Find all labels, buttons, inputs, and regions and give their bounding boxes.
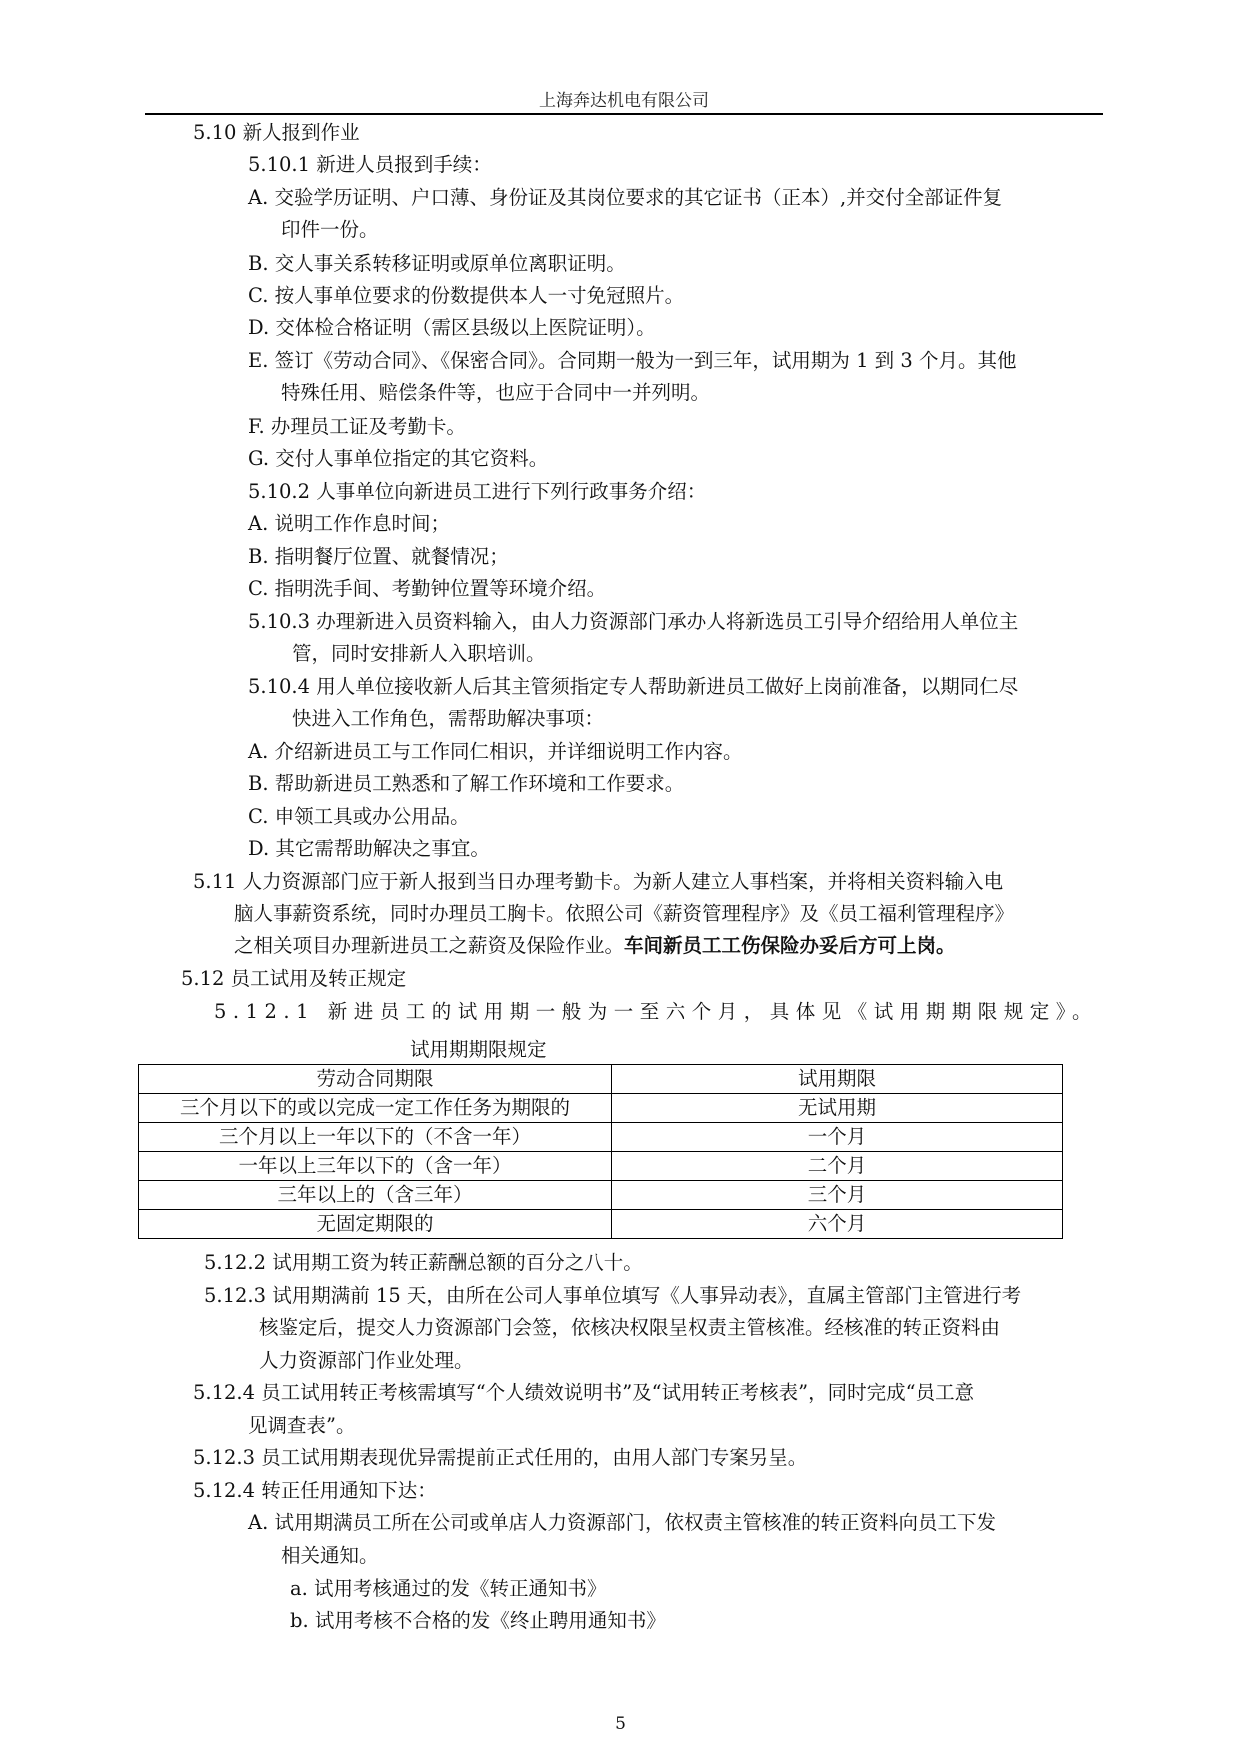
- table-cell: 一个月: [612, 1123, 1063, 1152]
- section-5-10-1-heading: 5.10.1 新进人员报到手续：: [248, 153, 492, 176]
- header-rule: [145, 113, 1103, 115]
- section-5-12-4-text: 5.12.4 员工试用转正考核需填写“个人绩效说明书”及“试用转正考核表”，同时完成“员工意: [193, 1381, 975, 1404]
- table-cell: 三个月以下的或以完成一定工作任务为期限的: [139, 1094, 612, 1123]
- section-5-11-continued: [234, 934, 956, 958]
- sub-list-item: a. 试用考核通过的发《转正通知书》: [290, 1577, 607, 1600]
- table-header-cell: 劳动合同期限: [139, 1065, 612, 1094]
- table-cell: 三年以上的（含三年）: [139, 1181, 612, 1210]
- section-5-12-4-continued: 见调查表”。: [248, 1414, 356, 1437]
- section-5-12-3-continued: 人力资源部门作业处理。: [259, 1349, 474, 1372]
- section-5-11-continued: 脑人事薪资系统，同时办理员工胸卡。依照公司《薪资管理程序》及《员工福利管理程序》: [234, 902, 1015, 925]
- table-row: [139, 1181, 1063, 1210]
- sub-list-item: b. 试用考核不合格的发《终止聘用通知书》: [290, 1609, 666, 1632]
- list-item: A. 交验学历证明、户口薄、身份证及其岗位要求的其它证书（正本）,并交付全部证件复: [248, 186, 1003, 209]
- table-row: [139, 1094, 1063, 1123]
- list-item-continued: 相关通知。: [281, 1544, 379, 1567]
- section-5-10-4-text: 5.10.4 用人单位接收新人后其主管须指定专人帮助新进员工做好上岗前准备，以期同仁尽: [248, 675, 1019, 698]
- section-5-12-4b-heading: 5.12.4 转正任用通知下达：: [193, 1479, 437, 1502]
- section-5-10-3-text: 5.10.3 办理新进入员资料输入，由人力资源部门承办人将新选员工引导介绍给用人单位主: [248, 610, 1019, 633]
- list-item-continued: 印件一份。: [281, 218, 379, 241]
- list-item: D. 交体检合格证明（需区县级以上医院证明）。: [248, 316, 656, 339]
- table-cell: 三个月以上一年以下的（不含一年）: [139, 1123, 612, 1152]
- table-title: 试用期期限规定: [410, 1038, 547, 1061]
- list-item-continued: 特殊任用、赔偿条件等，也应于合同中一并列明。: [281, 381, 711, 404]
- list-item: C. 指明洗手间、考勤钟位置等环境介绍。: [248, 577, 607, 600]
- list-item: D. 其它需帮助解决之事宜。: [248, 837, 490, 860]
- list-item: A. 介绍新进员工与工作同仁相识，并详细说明工作内容。: [248, 740, 743, 763]
- list-item: F. 办理员工证及考勤卡。: [248, 415, 466, 438]
- list-item: E. 签订《劳动合同》、《保密合同》。合同期一般为一到三年，试用期为 1 到 3 个月。其他: [248, 349, 1017, 372]
- table-cell: 二个月: [612, 1152, 1063, 1181]
- section-5-11-text-normal: 之相关项目办理新进员工之薪资及保险作业。: [234, 934, 625, 957]
- table-row: [139, 1152, 1063, 1181]
- section-5-10-2-heading: 5.10.2 人事单位向新进员工进行下列行政事务介绍：: [248, 480, 707, 503]
- table-cell: 一年以上三年以下的（含一年）: [139, 1152, 612, 1181]
- table-cell: 无固定期限的: [139, 1210, 612, 1239]
- section-5-12-2-text: 5.12.2 试用期工资为转正薪酬总额的百分之八十。: [204, 1251, 643, 1274]
- section-5-12-3-text: 5.12.3 试用期满前 15 天，由所在公司人事单位填写《人事异动表》，直属主管部门主管进行考: [204, 1284, 1022, 1307]
- list-item: C. 申领工具或办公用品。: [248, 805, 470, 828]
- section-5-12-3b-text: 5.12.3 员工试用期表现优异需提前正式任用的，由用人部门专案另呈。: [193, 1446, 808, 1469]
- table-header-row: [139, 1065, 1063, 1094]
- table-row: [139, 1210, 1063, 1239]
- table-cell: 三个月: [612, 1181, 1063, 1210]
- table-cell: 无试用期: [612, 1094, 1063, 1123]
- page-header-company: 上海奔达机电有限公司: [539, 91, 709, 111]
- section-5-10-4-continued: 快进入工作角色，需帮助解决事项：: [292, 707, 605, 730]
- section-5-10-3-continued: 管，同时安排新人入职培训。: [292, 642, 546, 665]
- list-item: A. 说明工作作息时间；: [248, 512, 450, 535]
- list-item: C. 按人事单位要求的份数提供本人一寸免冠照片。: [248, 284, 685, 307]
- table-cell: 六个月: [612, 1210, 1063, 1239]
- list-item: A. 试用期满员工所在公司或单店人力资源部门，依权责主管核准的转正资料向员工下发: [248, 1511, 996, 1534]
- list-item: G. 交付人事单位指定的其它资料。: [248, 447, 549, 470]
- section-5-12-3-continued: 核鉴定后，提交人力资源部门会签，依核决权限呈权责主管核准。经核准的转正资料由: [259, 1316, 1001, 1339]
- page-number: 5: [615, 1714, 626, 1734]
- section-5-11-text: 5.11 人力资源部门应于新人报到当日办理考勤卡。为新人建立人事档案，并将相关资料输入电: [193, 870, 1004, 893]
- table-row: [139, 1123, 1063, 1152]
- section-5-11-bold-note: 车间新员工工伤保险办妥后方可上岗。: [624, 934, 956, 957]
- list-item: B. 帮助新进员工熟悉和了解工作环境和工作要求。: [248, 772, 685, 795]
- list-item: B. 指明餐厅位置、就餐情况；: [248, 545, 509, 568]
- table-header-cell: 试用期限: [612, 1065, 1063, 1094]
- section-5-10-heading: 5.10 新人报到作业: [193, 121, 360, 144]
- trial-period-table: [138, 1064, 1063, 1239]
- section-5-12-1-text: 5.12.1 新进员工的试用期一般为一至六个月，具体见《试用期期限规定》。: [214, 1000, 1098, 1023]
- list-item: B. 交人事关系转移证明或原单位离职证明。: [248, 252, 626, 275]
- section-5-12-heading: 5.12 员工试用及转正规定: [181, 967, 407, 990]
